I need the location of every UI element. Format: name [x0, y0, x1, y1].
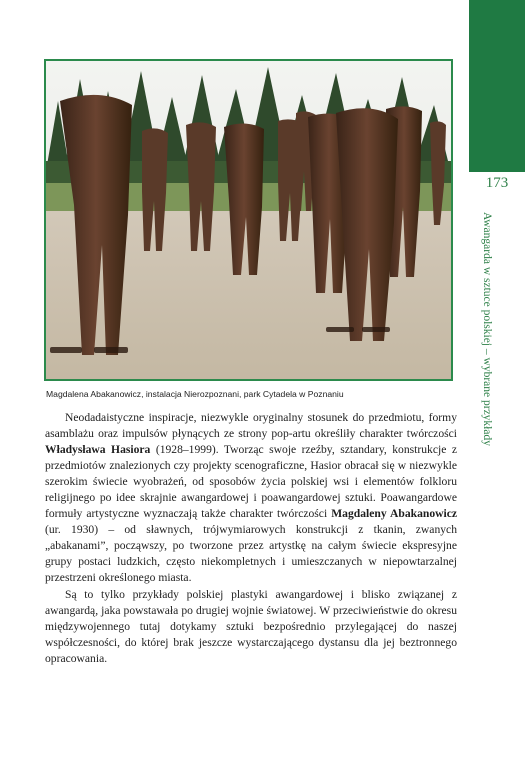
paragraph-1-part-1: Neodadaistyczne inspiracje, niezwykle oryginalny stosunek do przedmiotu, formy asamblażu oraz impulsów płynących ze strony pop-artu określiły charakter twórczości [45, 411, 457, 441]
body-text [45, 410, 457, 667]
paragraph-1-part-2: (1928–1999). Tworząc swoje rzeźby, sztandary, konstrukcje z przedmiotów znalezionych czy projekty scenograficzne, Hasior obracał się w niezwykle szerokim świecie wyobrażeń, od sposobów życia polskiej wsi i elementów folkloru religijnego po idee skrajnie awangardowej i poawangardowej sztuki. Poawangardowe formuły artystyczne wyznaczają także charakter twórczości [45, 443, 457, 521]
paragraph-1 [45, 410, 457, 587]
artist-name-abakanowicz: Magdaleny Abakanowicz [331, 507, 457, 521]
paragraph-2: Są to tylko przykłady polskiej plastyki awangardowej i blisko związanej z awangardą, jaka powstawała po drugiej wojnie światowej. W przeciwieństwie do okresu międzywojennego tutaj dotykamy sztuki bezpośrednio przylegającej do naszej współczesności, do której brak jeszcze wystarczającego dystansu dla jej beztronnego opracowania. [45, 587, 457, 665]
page-number: 173 [485, 175, 509, 191]
chapter-color-tab [469, 0, 525, 170]
running-head: Awangarda w sztuce polskiej – wybrane przykłady [481, 212, 493, 446]
paragraph-1-part-3: (ur. 1930) – od sławnych, trójwymiarowych konstrukcji z tkanin, zwanych „abakanami”, począwszy, po tworzone przez artystkę na całym świecie ekspresyjne grupy postaci ludzkich, często niekompletnych i umieszczanych w niepowtarzalnej przestrzeni określonego miasta. [45, 523, 457, 585]
sculpture-installation-photo [46, 61, 451, 379]
figure-caption: Magdalena Abakanowicz, instalacja Nierozpoznani, park Cytadela w Poznaniu [46, 389, 344, 399]
artist-name-hasior: Władysława Hasiora [45, 443, 151, 457]
chapter-tab-rule [469, 170, 525, 172]
figure-photo [44, 59, 453, 381]
